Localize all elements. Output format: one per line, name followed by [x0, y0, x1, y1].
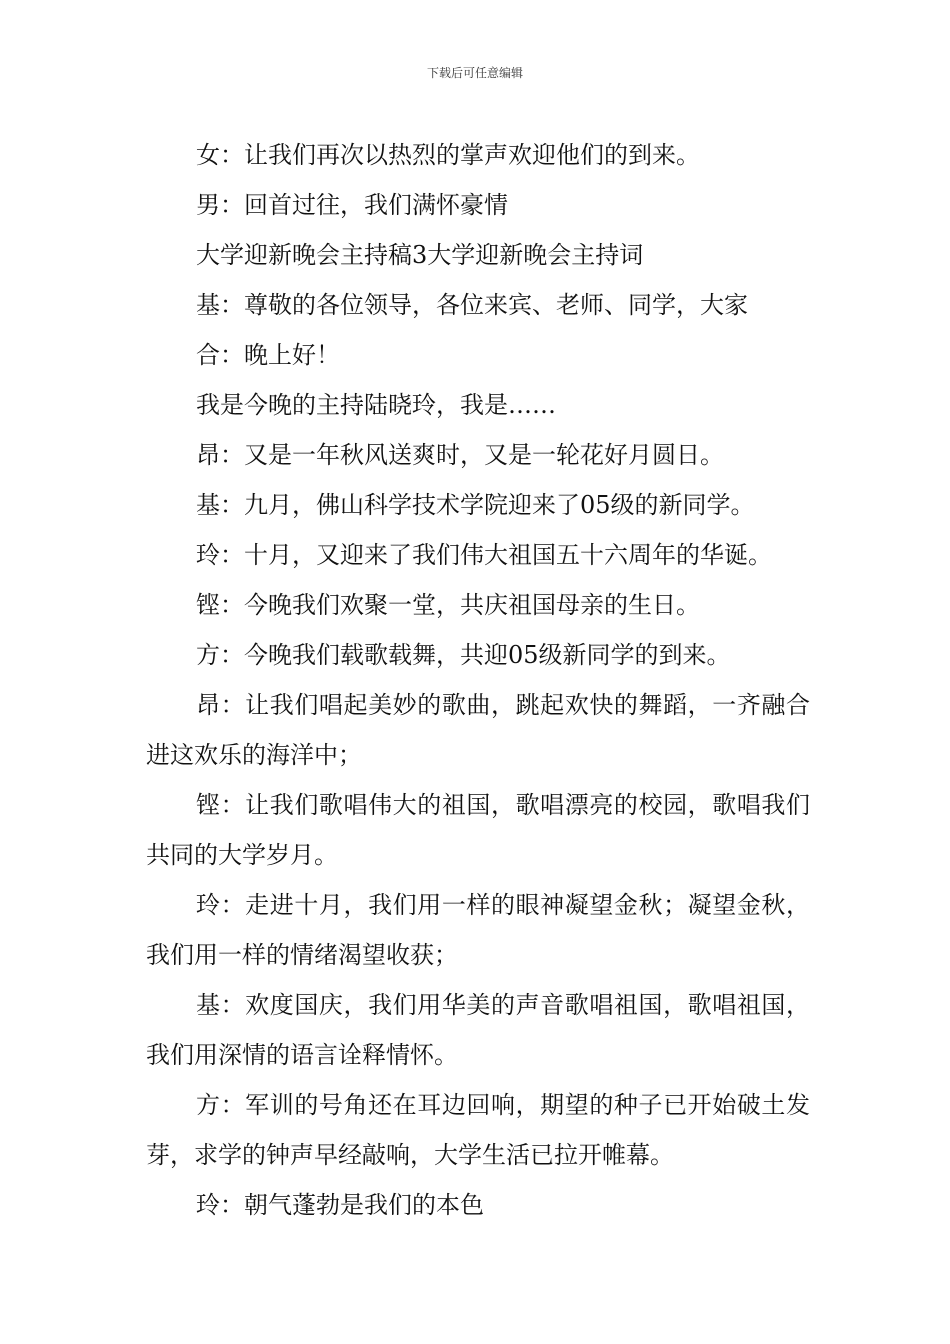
paragraph: 昂：又是一年秋风送爽时，又是一轮花好月圆日。	[196, 441, 724, 469]
paragraph: 合：晚上好！	[196, 341, 340, 369]
page-header-note: 下载后可任意编辑	[426, 66, 523, 80]
paragraph: 玲：十月，又迎来了我们伟大祖国五十六周年的华诞。	[196, 541, 772, 569]
paragraph: 方：今晚我们载歌载舞，共迎05级新同学的到来。	[196, 641, 731, 669]
paragraph: 男：回首过往，我们满怀豪情	[196, 191, 508, 219]
paragraph: 方：军训的号角还在耳边回响，期望的种子已开始破土发芽，求学的钟声早经敲响，大学生活已拉开帷幕。	[146, 1091, 810, 1169]
paragraph: 铿：今晚我们欢聚一堂，共庆祖国母亲的生日。	[196, 591, 700, 619]
paragraph: 我是今晚的主持陆晓玲，我是……	[196, 391, 556, 419]
document-body	[146, 130, 810, 1230]
paragraph: 玲：走进十月，我们用一样的眼神凝望金秋；凝望金秋，我们用一样的情绪渴望收获；	[146, 891, 810, 969]
paragraph: 基：九月，佛山科学技术学院迎来了05级的新同学。	[196, 491, 755, 519]
paragraph: 基：尊敬的各位领导，各位来宾、老师、同学，大家	[196, 291, 748, 319]
paragraph: 昂：让我们唱起美妙的歌曲，跳起欢快的舞蹈，一齐融合进这欢乐的海洋中；	[146, 691, 810, 769]
paragraph: 大学迎新晚会主持稿3大学迎新晚会主持词	[196, 241, 644, 269]
paragraph: 铿：让我们歌唱伟大的祖国，歌唱漂亮的校园，歌唱我们共同的大学岁月。	[146, 791, 810, 869]
paragraph: 女：让我们再次以热烈的掌声欢迎他们的到来。	[196, 141, 700, 169]
paragraph: 玲：朝气蓬勃是我们的本色	[196, 1191, 484, 1219]
paragraph: 基：欢度国庆，我们用华美的声音歌唱祖国，歌唱祖国，我们用深情的语言诠释情怀。	[146, 991, 810, 1069]
